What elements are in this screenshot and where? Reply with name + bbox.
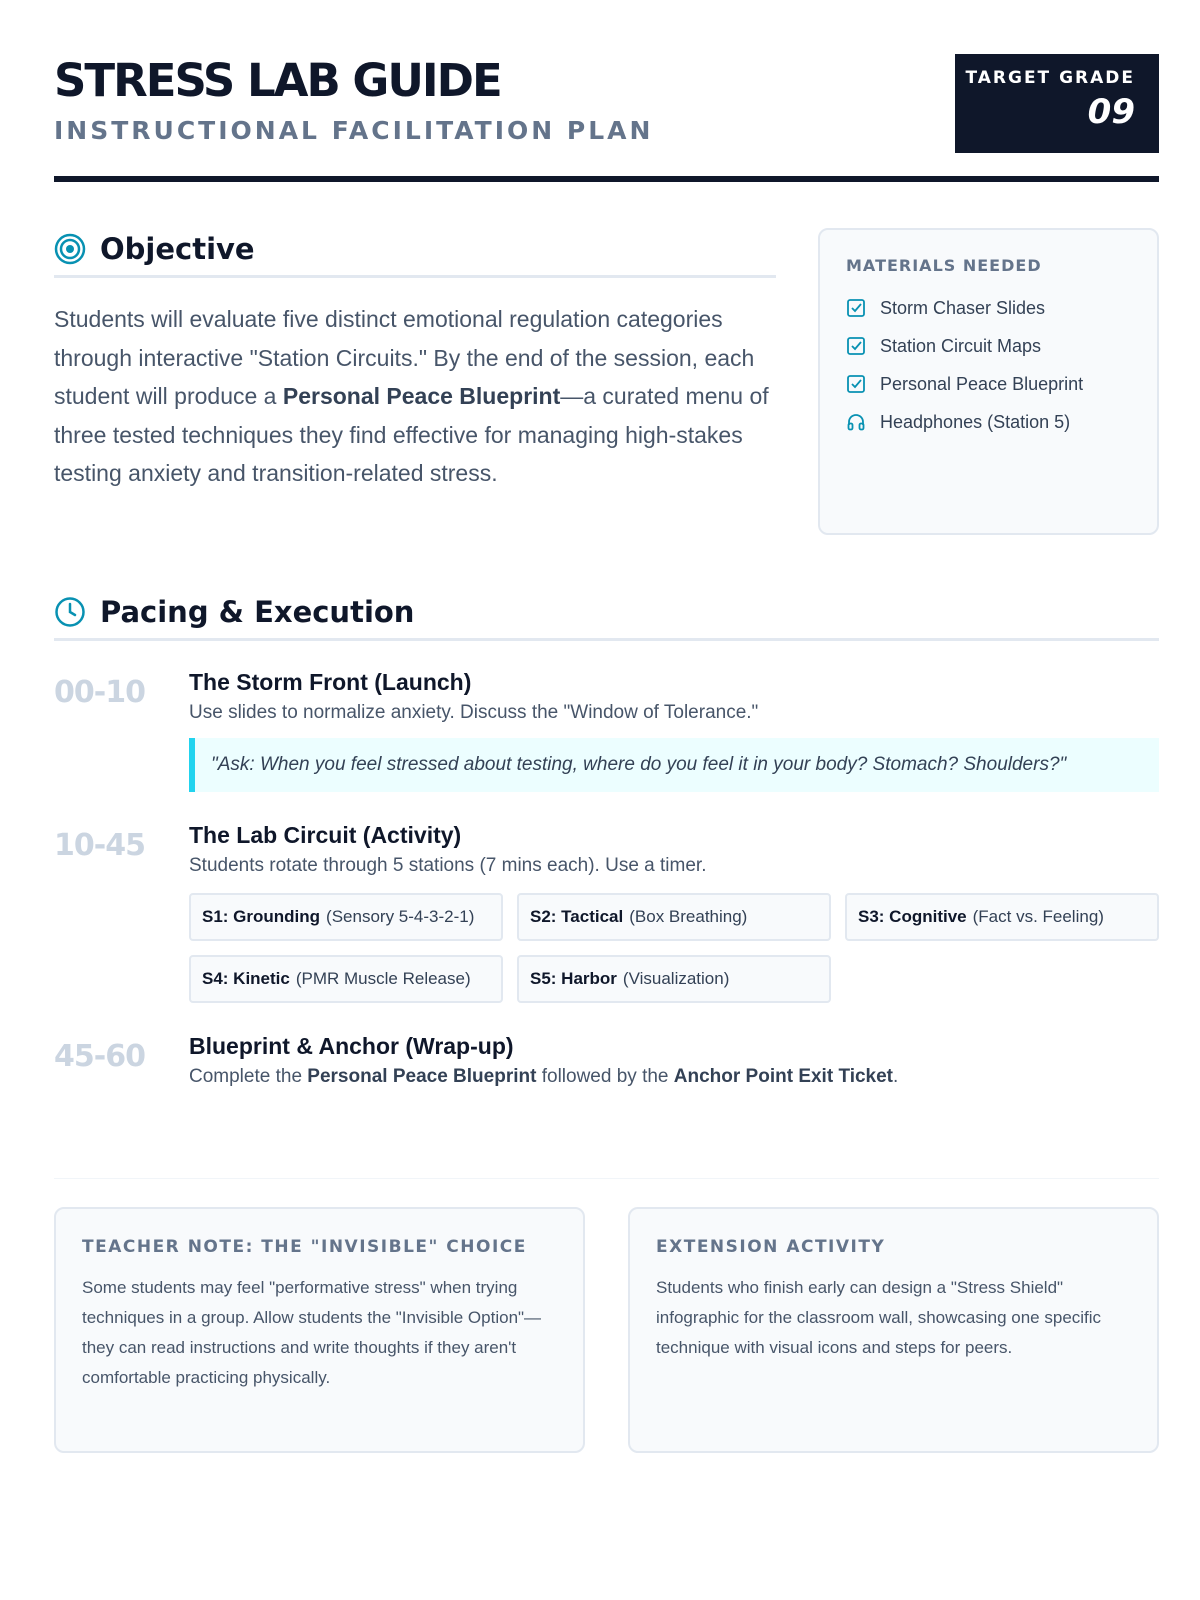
phase-time: 00-10 — [54, 675, 145, 710]
phase-description: Complete the Personal Peace Blueprint followed by the Anchor Point Exit Ticket. — [189, 1066, 899, 1087]
target-grade-value: 09 — [1087, 92, 1135, 132]
pacing-section — [54, 591, 1159, 1088]
material-label: Headphones (Station 5) — [880, 411, 1071, 432]
target-grade-label: TARGET GRADE — [965, 68, 1135, 88]
teacher-note-text: Some students may feel "performative stress" when trying techniques in a group. Allow students the "Invisible Option"—they can read instructions and write thoughts if they aren't comfortable practicing physically. — [82, 1278, 542, 1387]
teacher-note-card — [54, 1207, 585, 1453]
phase-time: 45-60 — [54, 1039, 145, 1074]
target-icon — [54, 233, 86, 265]
checkbox-icon — [846, 374, 866, 394]
page-header — [54, 54, 1159, 182]
headphones-icon — [846, 412, 866, 432]
station-card: S3: Cognitive (Fact vs. Feeling) — [845, 893, 1159, 941]
objective-heading-row — [54, 228, 776, 278]
materials-heading: MATERIALS NEEDED — [846, 256, 1042, 275]
pacing-heading-row — [54, 591, 1159, 641]
materials-panel — [818, 228, 1159, 535]
phase-time: 10-45 — [54, 828, 145, 863]
pacing-heading: Pacing & Execution — [100, 594, 415, 629]
phase-title: The Lab Circuit (Activity) — [189, 822, 462, 848]
phase-title: Blueprint & Anchor (Wrap-up) — [189, 1033, 514, 1059]
phase-description: Students rotate through 5 stations (7 mins each). Use a timer. — [189, 855, 707, 876]
clock-icon — [54, 596, 86, 628]
material-label: Storm Chaser Slides — [880, 297, 1046, 318]
material-item — [846, 327, 1131, 365]
lesson-plan-page — [54, 54, 1159, 1387]
checkbox-icon — [846, 336, 866, 356]
material-item — [846, 403, 1131, 441]
extension-activity-card — [628, 1207, 1159, 1453]
extension-heading: EXTENSION ACTIVITY — [656, 1237, 886, 1257]
material-label: Personal Peace Blueprint — [880, 373, 1084, 394]
station-card: S5: Harbor (Visualization) — [517, 955, 831, 1003]
phase-wrap-up — [54, 1033, 1159, 1088]
material-item — [846, 289, 1131, 327]
phase-launch — [54, 669, 1159, 792]
station-card: S4: Kinetic (PMR Muscle Release) — [189, 955, 503, 1003]
page-title: STRESS LAB GUIDE — [54, 54, 501, 107]
target-grade-badge — [955, 54, 1159, 153]
checkbox-icon — [846, 298, 866, 318]
page-subtitle: INSTRUCTIONAL FACILITATION PLAN — [54, 116, 654, 145]
extension-text: Students who finish early can design a "Stress Shield" infographic for the classroom wall, showcasing one specific technique with visual icons and steps for peers. — [656, 1278, 1102, 1357]
phase-title: The Storm Front (Launch) — [189, 669, 472, 695]
station-card: S2: Tactical (Box Breathing) — [517, 893, 831, 941]
phase-activity — [54, 822, 1159, 1003]
objective-section — [54, 228, 776, 493]
station-card: S1: Grounding (Sensory 5-4-3-2-1) — [189, 893, 503, 941]
section-divider — [54, 1178, 1159, 1179]
discussion-prompt-quote: "Ask: When you feel stressed about testing, where do you feel it in your body? Stomach? Shoulders?" — [189, 738, 1159, 792]
station-grid — [189, 893, 1159, 1003]
objective-heading: Objective — [100, 231, 255, 266]
material-label: Station Circuit Maps — [880, 335, 1042, 356]
phase-description: Use slides to normalize anxiety. Discuss the "Window of Tolerance." — [189, 702, 759, 723]
objective-text: Students will evaluate five distinct emotional regulation categories through interactive "Station Circuits." By the end of the session, each student will produce a Personal Peace Blueprint—a curated menu of three tested techniques they find effective for managing high-stakes testing anxiety and transition-related stress. — [54, 306, 769, 486]
teacher-note-heading: TEACHER NOTE: THE "INVISIBLE" CHOICE — [82, 1237, 527, 1257]
material-item — [846, 365, 1131, 403]
